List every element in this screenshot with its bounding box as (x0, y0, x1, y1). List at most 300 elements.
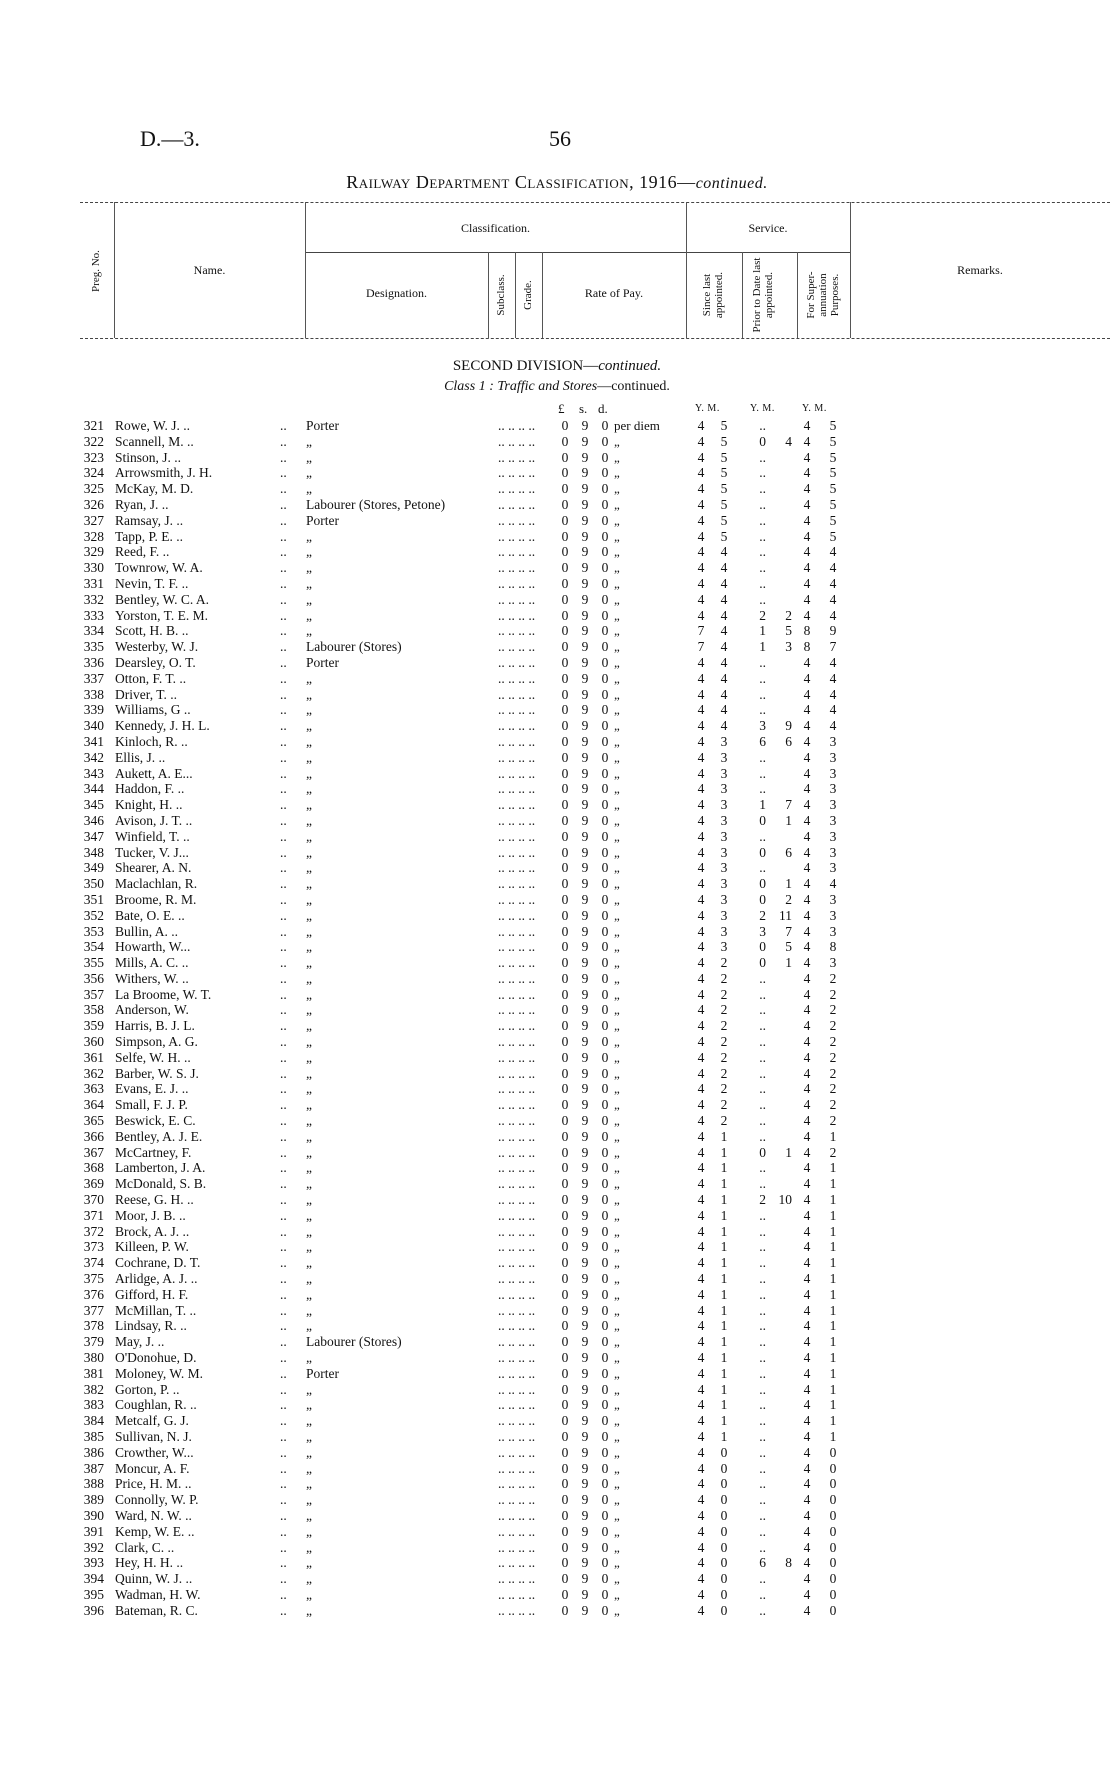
pay-pounds: 0 (561, 1097, 569, 1113)
since-months: 1 (720, 1350, 728, 1366)
super-months: 3 (829, 891, 837, 907)
pay-unit: „ (614, 986, 620, 1002)
leader-dots: .. (280, 876, 287, 892)
pay-pounds: 0 (561, 544, 569, 560)
prior-years: 0 (759, 1144, 766, 1160)
pay-pounds: 0 (561, 1160, 569, 1176)
pay-shillings: 9 (581, 591, 589, 607)
table-row (0, 781, 1114, 797)
pay-pounds: 0 (561, 433, 569, 449)
page-title (0, 172, 1114, 193)
leader-dots: .. .. .. .. (498, 639, 536, 655)
since-years: 4 (697, 1302, 705, 1318)
employee-name: Gifford, H. F. (115, 1286, 189, 1302)
leader-dots: .. .. .. .. (498, 1302, 536, 1318)
preg-no: 344 (83, 781, 104, 797)
employee-name: Townrow, W. A. (115, 560, 203, 576)
pay-pence: 0 (601, 1271, 609, 1287)
pay-shillings: 9 (581, 1492, 589, 1508)
table-row (0, 1366, 1114, 1382)
leader-dots: .. .. .. .. (498, 765, 536, 781)
prior-months: 3 (785, 639, 792, 655)
since-months: 3 (720, 781, 728, 797)
employee-name: Crowther, W... (115, 1444, 194, 1460)
table-row (0, 797, 1114, 813)
pay-unit: „ (614, 1318, 620, 1334)
super-months: 0 (829, 1555, 837, 1571)
preg-no: 334 (83, 623, 104, 639)
pay-pence: 0 (601, 1539, 609, 1555)
since-years: 4 (697, 1460, 705, 1476)
leader-dots: .. (280, 844, 287, 860)
pay-pounds: 0 (561, 639, 569, 655)
pay-pounds: 0 (561, 955, 569, 971)
leader-dots: .. .. .. .. (498, 1018, 536, 1034)
pay-pounds: 0 (561, 1207, 569, 1223)
since-months: 1 (720, 1429, 728, 1444)
prior-months: 6 (785, 844, 792, 860)
pay-unit: „ (614, 1049, 620, 1065)
table-row (0, 1239, 1114, 1255)
unit-pence: d. (598, 401, 608, 416)
employee-name: Moloney, W. M. (115, 1365, 204, 1381)
since-years: 4 (697, 1113, 705, 1129)
super-years: 4 (803, 1034, 811, 1050)
preg-no: 368 (83, 1160, 104, 1176)
preg-no: 365 (83, 1113, 104, 1129)
super-years: 4 (803, 749, 811, 765)
leader-dots: .. (280, 1271, 287, 1287)
employee-name: Maclachlan, R. (115, 876, 198, 892)
super-months: 0 (829, 1602, 837, 1618)
pay-shillings: 9 (581, 544, 589, 560)
since-years: 4 (697, 749, 705, 765)
super-years: 4 (803, 512, 811, 528)
pay-pence: 0 (601, 1492, 609, 1508)
since-years: 4 (697, 1128, 705, 1144)
pay-pence: 0 (601, 1523, 609, 1539)
leader-dots: .. (280, 512, 287, 528)
leader-dots: .. (280, 1413, 287, 1429)
super-years: 4 (803, 591, 811, 607)
prior-years: 0 (759, 876, 766, 892)
designation: „ (306, 1492, 312, 1508)
leader-dots: .. .. .. .. (498, 1318, 536, 1334)
since-months: 3 (720, 749, 728, 765)
header-bottom-rule (80, 338, 1110, 339)
leader-dots: .. .. .. .. (498, 718, 536, 734)
pay-shillings: 9 (581, 623, 589, 639)
super-months: 5 (829, 481, 837, 497)
employee-name: Anderson, W. (115, 1002, 189, 1018)
pay-unit: „ (614, 1223, 620, 1239)
super-years: 4 (803, 939, 811, 955)
prior-years: .. (759, 1176, 766, 1192)
since-years: 4 (697, 986, 705, 1002)
leader-dots: .. .. .. .. (498, 1160, 536, 1176)
pay-unit: „ (614, 1334, 620, 1350)
pay-pence: 0 (601, 560, 609, 576)
leader-dots: .. .. .. .. (498, 1429, 536, 1444)
pay-shillings: 9 (581, 1318, 589, 1334)
leader-dots: .. (280, 923, 287, 939)
super-months: 0 (829, 1507, 837, 1523)
pay-pounds: 0 (561, 1192, 569, 1208)
since-months: 2 (720, 1081, 728, 1097)
super-years: 4 (803, 828, 811, 844)
leader-dots: .. .. .. .. (498, 1507, 536, 1523)
class-heading (0, 379, 1114, 395)
pay-unit: „ (614, 670, 620, 686)
pay-pounds: 0 (561, 844, 569, 860)
employee-name: Reese, G. H. .. (115, 1192, 194, 1208)
super-months: 2 (829, 1065, 837, 1081)
preg-no: 322 (83, 433, 104, 449)
prior-years: .. (759, 544, 766, 560)
pay-pence: 0 (601, 923, 609, 939)
prior-years: .. (759, 418, 766, 433)
prior-years: .. (759, 449, 766, 465)
prior-years: .. (759, 986, 766, 1002)
table-row (0, 892, 1114, 908)
preg-no: 363 (83, 1081, 104, 1097)
employee-name: Shearer, A. N. (115, 860, 192, 876)
prior-years: 2 (759, 907, 766, 923)
designation: „ (306, 907, 312, 923)
unit-pounds: £ (558, 401, 565, 416)
table-row (0, 1587, 1114, 1603)
since-months: 5 (720, 465, 728, 481)
designation: „ (306, 1523, 312, 1539)
pay-pence: 0 (601, 970, 609, 986)
class-label: Class 1 : Traffic and Stores (444, 379, 598, 394)
designation: „ (306, 686, 312, 702)
pay-pounds: 0 (561, 1492, 569, 1508)
pay-shillings: 9 (581, 1429, 589, 1444)
table-row (0, 924, 1114, 940)
since-months: 4 (720, 575, 728, 591)
designation: „ (306, 433, 312, 449)
since-years: 4 (697, 797, 705, 813)
employee-name: Cochrane, D. T. (115, 1255, 201, 1271)
designation: „ (306, 939, 312, 955)
leader-dots: .. .. .. .. (498, 1460, 536, 1476)
super-years: 4 (803, 1586, 811, 1602)
super-months: 3 (829, 781, 837, 797)
since-years: 4 (697, 607, 705, 623)
col-divider (515, 252, 516, 338)
since-years: 4 (697, 733, 705, 749)
designation: Labourer (Stores, Petone) (306, 496, 446, 512)
since-years: 4 (697, 702, 705, 718)
pay-unit: „ (614, 1365, 620, 1381)
leader-dots: .. .. .. .. (498, 891, 536, 907)
designation: „ (306, 1097, 312, 1113)
pay-shillings: 9 (581, 433, 589, 449)
since-months: 3 (720, 939, 728, 955)
unit-since-ym: Y. M. (695, 403, 720, 414)
table-row (0, 1603, 1114, 1619)
pay-pounds: 0 (561, 781, 569, 797)
since-years: 4 (697, 1523, 705, 1539)
pay-pounds: 0 (561, 1602, 569, 1618)
prior-years: .. (759, 1097, 766, 1113)
designation: „ (306, 544, 312, 560)
prior-years: .. (759, 1160, 766, 1176)
prior-years: .. (759, 1034, 766, 1050)
prior-years: .. (759, 1302, 766, 1318)
since-years: 4 (697, 560, 705, 576)
pay-shillings: 9 (581, 1539, 589, 1555)
super-months: 0 (829, 1523, 837, 1539)
table-row (0, 845, 1114, 861)
leader-dots: .. .. .. .. (498, 797, 536, 813)
employee-name: Connolly, W. P. (115, 1492, 199, 1508)
super-months: 5 (829, 512, 837, 528)
prior-years: .. (759, 970, 766, 986)
header-for-superannuation: For Super-annuation Purposes. (805, 271, 841, 319)
leader-dots: .. .. .. .. (498, 623, 536, 639)
leader-dots: .. (280, 986, 287, 1002)
pay-pounds: 0 (561, 591, 569, 607)
pay-shillings: 9 (581, 765, 589, 781)
prior-months: 1 (785, 812, 792, 828)
pay-pence: 0 (601, 955, 609, 971)
super-months: 2 (829, 970, 837, 986)
since-months: 3 (720, 907, 728, 923)
table-row (0, 1334, 1114, 1350)
employee-name: Otton, F. T. .. (115, 670, 187, 686)
pay-shillings: 9 (581, 1444, 589, 1460)
super-months: 2 (829, 1113, 837, 1129)
super-months: 4 (829, 575, 837, 591)
prior-months: 1 (785, 1144, 792, 1160)
preg-no: 362 (83, 1065, 104, 1081)
pay-pounds: 0 (561, 1223, 569, 1239)
designation: „ (306, 844, 312, 860)
designation: „ (306, 1034, 312, 1050)
super-months: 1 (829, 1302, 837, 1318)
leader-dots: .. .. .. .. (498, 418, 536, 433)
leader-dots: .. (280, 1097, 287, 1113)
since-years: 4 (697, 496, 705, 512)
leader-dots: .. .. .. .. (498, 1097, 536, 1113)
pay-unit: „ (614, 1444, 620, 1460)
pay-pence: 0 (601, 591, 609, 607)
prior-years: 0 (759, 844, 766, 860)
preg-no: 357 (83, 986, 104, 1002)
since-years: 4 (697, 939, 705, 955)
leader-dots: .. (280, 1144, 287, 1160)
table-row (0, 1208, 1114, 1224)
leader-dots: .. .. .. .. (498, 670, 536, 686)
pay-pence: 0 (601, 765, 609, 781)
pay-unit: „ (614, 1034, 620, 1050)
pay-pounds: 0 (561, 481, 569, 497)
super-years: 4 (803, 528, 811, 544)
leader-dots: .. (280, 1318, 287, 1334)
super-years: 4 (803, 654, 811, 670)
designation: Porter (306, 654, 339, 670)
employee-name: Kennedy, J. H. L. (115, 718, 210, 734)
pay-shillings: 9 (581, 702, 589, 718)
since-years: 4 (697, 418, 705, 433)
since-months: 5 (720, 418, 728, 433)
table-row (0, 1066, 1114, 1082)
preg-no: 396 (83, 1602, 104, 1618)
since-years: 4 (697, 512, 705, 528)
since-years: 4 (697, 1065, 705, 1081)
pay-unit: „ (614, 575, 620, 591)
employee-name: Bentley, W. C. A. (115, 591, 210, 607)
col-divider (850, 202, 851, 338)
prior-months: 11 (779, 907, 792, 923)
super-months: 1 (829, 1397, 837, 1413)
super-months: 3 (829, 797, 837, 813)
pay-pence: 0 (601, 1192, 609, 1208)
prior-months: 5 (785, 623, 792, 639)
super-years: 4 (803, 1018, 811, 1034)
pay-pence: 0 (601, 449, 609, 465)
pay-pounds: 0 (561, 1255, 569, 1271)
leader-dots: .. .. .. .. (498, 1081, 536, 1097)
pay-pounds: 0 (561, 939, 569, 955)
super-months: 0 (829, 1476, 837, 1492)
super-years: 4 (803, 670, 811, 686)
since-years: 4 (697, 1429, 705, 1444)
leader-dots: .. .. .. .. (498, 1207, 536, 1223)
preg-no: 350 (83, 876, 104, 892)
super-years: 4 (803, 1286, 811, 1302)
pay-pence: 0 (601, 1034, 609, 1050)
pay-shillings: 9 (581, 1476, 589, 1492)
since-years: 4 (697, 923, 705, 939)
pay-unit: „ (614, 1413, 620, 1429)
leader-dots: .. .. .. .. (498, 907, 536, 923)
title-main: Railway Department Classification, 1916— (346, 172, 696, 192)
designation: Porter (306, 1365, 339, 1381)
prior-years: 0 (759, 433, 766, 449)
super-years: 4 (803, 1065, 811, 1081)
since-months: 2 (720, 1113, 728, 1129)
since-years: 4 (697, 465, 705, 481)
prior-months: 2 (785, 607, 792, 623)
super-years: 4 (803, 1429, 811, 1444)
prior-months: 1 (785, 955, 792, 971)
since-months: 1 (720, 1318, 728, 1334)
leader-dots: .. (280, 1113, 287, 1129)
pay-unit: „ (614, 1097, 620, 1113)
preg-no: 391 (83, 1523, 104, 1539)
title-continued: continued. (695, 175, 768, 192)
preg-no: 337 (83, 670, 104, 686)
since-years: 4 (697, 449, 705, 465)
pay-shillings: 9 (581, 1128, 589, 1144)
table-row (0, 702, 1114, 718)
designation: „ (306, 828, 312, 844)
employee-name: McMillan, T. .. (115, 1302, 197, 1318)
pay-shillings: 9 (581, 1413, 589, 1429)
preg-no: 378 (83, 1318, 104, 1334)
prior-months: 7 (785, 923, 792, 939)
prior-years: .. (759, 1460, 766, 1476)
employee-name: Ellis, J. .. (115, 749, 166, 765)
since-years: 4 (697, 970, 705, 986)
prior-years: .. (759, 1539, 766, 1555)
header-designation: Designation. (366, 286, 427, 300)
leader-dots: .. (280, 1460, 287, 1476)
leader-dots: .. .. .. .. (498, 923, 536, 939)
since-years: 4 (697, 1413, 705, 1429)
since-months: 2 (720, 955, 728, 971)
super-months: 1 (829, 1381, 837, 1397)
header-prior-to-date: Prior to Date last appointed. (751, 257, 775, 333)
super-years: 4 (803, 1128, 811, 1144)
pay-unit: „ (614, 1381, 620, 1397)
pay-unit: „ (614, 828, 620, 844)
preg-no: 394 (83, 1571, 104, 1587)
preg-no: 359 (83, 1018, 104, 1034)
employee-name: Dearsley, O. T. (115, 654, 196, 670)
pay-pence: 0 (601, 1429, 609, 1444)
employee-name: Ramsay, J. .. (115, 512, 184, 528)
pay-shillings: 9 (581, 1586, 589, 1602)
pay-unit: „ (614, 812, 620, 828)
pay-unit: „ (614, 686, 620, 702)
super-years: 4 (803, 433, 811, 449)
super-months: 3 (829, 907, 837, 923)
prior-years: .. (759, 560, 766, 576)
table-row (0, 434, 1114, 450)
pay-pence: 0 (601, 828, 609, 844)
pay-unit: „ (614, 860, 620, 876)
pay-unit: „ (614, 1476, 620, 1492)
since-years: 4 (697, 654, 705, 670)
since-months: 1 (720, 1413, 728, 1429)
super-months: 4 (829, 591, 837, 607)
designation: „ (306, 970, 312, 986)
pay-pounds: 0 (561, 1444, 569, 1460)
header-top-rule (80, 202, 1110, 203)
pay-pence: 0 (601, 749, 609, 765)
super-years: 4 (803, 1144, 811, 1160)
designation: „ (306, 449, 312, 465)
table-row (0, 1492, 1114, 1508)
pay-unit: „ (614, 781, 620, 797)
pay-shillings: 9 (581, 1002, 589, 1018)
pay-pence: 0 (601, 812, 609, 828)
employee-name: Knight, H. .. (115, 797, 183, 813)
since-years: 4 (697, 765, 705, 781)
table-row (0, 576, 1114, 592)
leader-dots: .. (280, 1476, 287, 1492)
pay-shillings: 9 (581, 891, 589, 907)
leader-dots: .. .. .. .. (498, 1334, 536, 1350)
prior-months: 6 (785, 733, 792, 749)
since-months: 5 (720, 496, 728, 512)
pay-unit: „ (614, 528, 620, 544)
leader-dots: .. .. .. .. (498, 1049, 536, 1065)
super-months: 3 (829, 844, 837, 860)
prior-years: 1 (759, 623, 766, 639)
since-months: 2 (720, 970, 728, 986)
super-years: 4 (803, 923, 811, 939)
super-months: 0 (829, 1571, 837, 1587)
designation: „ (306, 876, 312, 892)
table-row (0, 1397, 1114, 1413)
preg-no: 346 (83, 812, 104, 828)
pay-pence: 0 (601, 1444, 609, 1460)
